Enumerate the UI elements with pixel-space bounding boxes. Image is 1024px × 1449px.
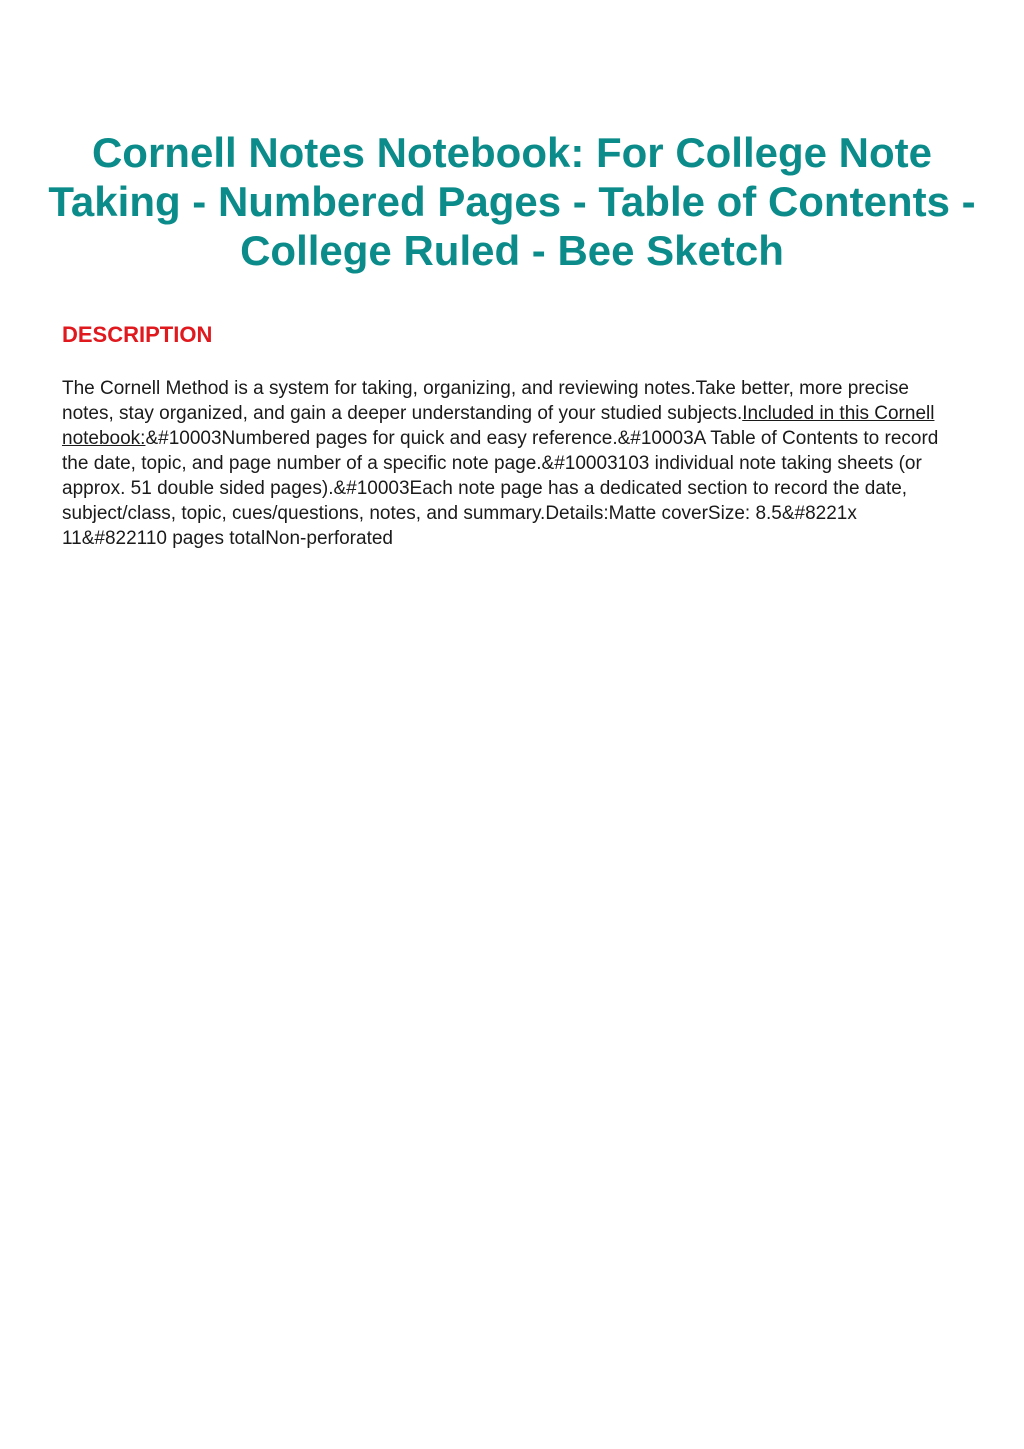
description-details: &#10003Numbered pages for quick and easy reference.&#10003A Table of Contents to record the date, topic, and page number of a specific note page.&#10003103 individual note taking sheets (or approx. 51 double sided pages).&#10003Each note page has a dedicated section to record the date, subject/class, topic, cues/questions, notes, and summary.Details:Matte coverSize: 8.5&#8221x 11&#822110 pages totalNon-perforated — [62, 428, 939, 549]
included-items-link[interactable]: Included in this Cornell notebook: — [62, 403, 935, 449]
description-text — [62, 376, 962, 551]
description-heading: DESCRIPTION — [62, 322, 213, 347]
description-intro: The Cornell Method is a system for taking, organizing, and reviewing notes.Take better, more precise notes, stay organized, and gain a deeper understanding of your studied subjects. — [62, 378, 909, 424]
document-title: Cornell Notes Notebook: For College Note Taking - Numbered Pages - Table of Contents - College Ruled - Bee Sketch — [48, 129, 976, 274]
